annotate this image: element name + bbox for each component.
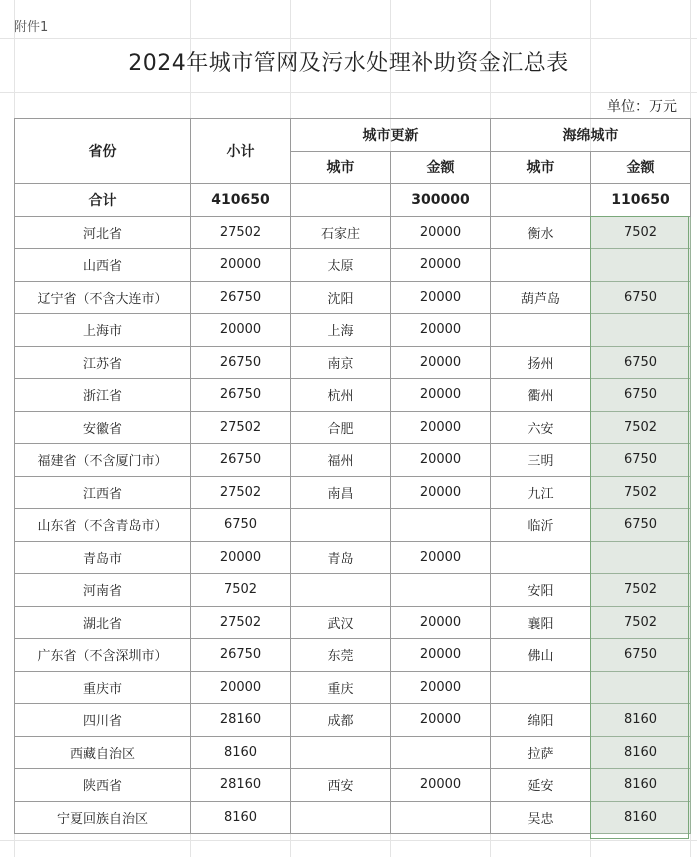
cell-renewal-amount[interactable] [391, 736, 491, 769]
cell-renewal-city[interactable] [291, 509, 391, 542]
cell-sponge-amount[interactable]: 7502 [591, 476, 691, 509]
cell-sponge-amount[interactable] [591, 249, 691, 282]
cell-sponge-city[interactable]: 拉萨 [491, 736, 591, 769]
cell-renewal-amount[interactable]: 20000 [391, 216, 491, 249]
cell-sponge-amount[interactable]: 8160 [591, 736, 691, 769]
table-row [15, 314, 691, 347]
table-row [15, 411, 691, 444]
total-subtotal[interactable]: 410650 [191, 184, 291, 217]
cell-province[interactable]: 河南省 [15, 574, 191, 607]
header-subtotal[interactable]: 小计 [191, 119, 291, 184]
header-row-1 [15, 119, 691, 152]
cell-province[interactable]: 重庆市 [15, 671, 191, 704]
cell-sponge-city[interactable]: 九江 [491, 476, 591, 509]
cell-sponge-city[interactable] [491, 671, 591, 704]
total-row [15, 184, 691, 217]
cell-sponge-city[interactable]: 三明 [491, 444, 591, 477]
page-title: 2024年城市管网及污水处理补助资金汇总表 [128, 51, 569, 76]
total-label[interactable]: 合计 [15, 184, 191, 217]
cell-subtotal[interactable]: 20000 [191, 314, 291, 347]
cell-province[interactable]: 四川省 [15, 704, 191, 737]
total-sponge-amount[interactable]: 110650 [591, 184, 691, 217]
cell-subtotal[interactable]: 26750 [191, 379, 291, 412]
cell-renewal-city[interactable]: 太原 [291, 249, 391, 282]
cell-renewal-amount[interactable]: 20000 [391, 671, 491, 704]
header-renewal-city[interactable]: 城市 [291, 151, 391, 184]
cell-province[interactable]: 山西省 [15, 249, 191, 282]
cell-renewal-amount[interactable]: 20000 [391, 379, 491, 412]
table-row [15, 736, 691, 769]
table-row [15, 216, 691, 249]
cell-subtotal[interactable]: 20000 [191, 541, 291, 574]
cell-sponge-amount[interactable]: 8160 [591, 801, 691, 834]
cell-renewal-amount[interactable]: 20000 [391, 249, 491, 282]
cell-sponge-city[interactable]: 佛山 [491, 639, 591, 672]
cell-sponge-city[interactable]: 延安 [491, 769, 591, 802]
cell-sponge-amount[interactable]: 6750 [591, 379, 691, 412]
cell-renewal-city[interactable]: 上海 [291, 314, 391, 347]
cell-sponge-city[interactable]: 衡水 [491, 216, 591, 249]
header-sponge-city[interactable]: 海绵城市 [491, 119, 691, 152]
cell-province[interactable]: 陕西省 [15, 769, 191, 802]
total-sponge-city[interactable] [491, 184, 591, 217]
cell-renewal-amount[interactable]: 20000 [391, 314, 491, 347]
cell-renewal-amount[interactable]: 20000 [391, 606, 491, 639]
unit-label: 单位：万元 [607, 99, 677, 115]
cell-subtotal[interactable]: 27502 [191, 216, 291, 249]
cell-sponge-amount[interactable]: 7502 [591, 411, 691, 444]
cell-renewal-city[interactable]: 重庆 [291, 671, 391, 704]
header-province[interactable]: 省份 [15, 119, 191, 184]
cell-province[interactable]: 福建省（不含厦门市） [15, 444, 191, 477]
cell-renewal-city[interactable]: 南京 [291, 346, 391, 379]
cell-renewal-amount[interactable]: 20000 [391, 541, 491, 574]
cell-subtotal[interactable]: 6750 [191, 509, 291, 542]
cell-sponge-amount[interactable]: 6750 [591, 444, 691, 477]
cell-sponge-city[interactable]: 安阳 [491, 574, 591, 607]
cell-sponge-amount[interactable]: 6750 [591, 509, 691, 542]
cell-renewal-city[interactable] [291, 801, 391, 834]
cell-sponge-amount[interactable] [591, 541, 691, 574]
cell-renewal-amount[interactable]: 20000 [391, 639, 491, 672]
cell-renewal-amount[interactable]: 20000 [391, 769, 491, 802]
header-city-renewal[interactable]: 城市更新 [291, 119, 491, 152]
cell-subtotal[interactable]: 26750 [191, 444, 291, 477]
table-row [15, 444, 691, 477]
cell-province[interactable]: 安徽省 [15, 411, 191, 444]
cell-sponge-amount[interactable]: 8160 [591, 704, 691, 737]
cell-renewal-city[interactable] [291, 574, 391, 607]
table-row [15, 249, 691, 282]
cell-sponge-amount[interactable]: 8160 [591, 769, 691, 802]
table-row [15, 379, 691, 412]
cell-province[interactable]: 江西省 [15, 476, 191, 509]
cell-renewal-amount[interactable]: 20000 [391, 444, 491, 477]
cell-province[interactable]: 宁夏回族自治区 [15, 801, 191, 834]
cell-sponge-amount[interactable]: 7502 [591, 216, 691, 249]
cell-renewal-amount[interactable] [391, 574, 491, 607]
cell-sponge-city[interactable] [491, 314, 591, 347]
cell-renewal-city[interactable]: 青岛 [291, 541, 391, 574]
cell-renewal-city[interactable]: 福州 [291, 444, 391, 477]
cell-sponge-amount[interactable] [591, 314, 691, 347]
cell-renewal-amount[interactable] [391, 509, 491, 542]
table-row [15, 476, 691, 509]
cell-sponge-city[interactable]: 扬州 [491, 346, 591, 379]
cell-sponge-city[interactable]: 吴忠 [491, 801, 591, 834]
cell-subtotal[interactable]: 7502 [191, 574, 291, 607]
cell-sponge-city[interactable] [491, 249, 591, 282]
table-row [15, 801, 691, 834]
cell-province[interactable]: 山东省（不含青岛市） [15, 509, 191, 542]
subsidy-summary-table [14, 118, 691, 834]
attachment-label: 附件1 [14, 20, 49, 35]
cell-renewal-city[interactable]: 石家庄 [291, 216, 391, 249]
table-row [15, 606, 691, 639]
cell-subtotal[interactable]: 28160 [191, 769, 291, 802]
cell-sponge-city[interactable]: 衢州 [491, 379, 591, 412]
table-row [15, 509, 691, 542]
cell-province[interactable]: 河北省 [15, 216, 191, 249]
cell-renewal-amount[interactable]: 20000 [391, 281, 491, 314]
cell-sponge-city[interactable]: 襄阳 [491, 606, 591, 639]
cell-renewal-city[interactable]: 东莞 [291, 639, 391, 672]
cell-sponge-amount[interactable]: 7502 [591, 574, 691, 607]
cell-subtotal[interactable]: 20000 [191, 249, 291, 282]
cell-province[interactable]: 江苏省 [15, 346, 191, 379]
cell-subtotal[interactable]: 27502 [191, 476, 291, 509]
cell-sponge-city[interactable] [491, 541, 591, 574]
cell-province[interactable]: 广东省（不含深圳市） [15, 639, 191, 672]
total-renewal-city[interactable] [291, 184, 391, 217]
table-row [15, 639, 691, 672]
cell-province[interactable]: 青岛市 [15, 541, 191, 574]
cell-renewal-amount[interactable]: 20000 [391, 704, 491, 737]
header-sponge-amount[interactable]: 金额 [591, 151, 691, 184]
table-row [15, 346, 691, 379]
cell-subtotal[interactable]: 27502 [191, 606, 291, 639]
cell-sponge-city[interactable]: 绵阳 [491, 704, 591, 737]
cell-sponge-amount[interactable]: 6750 [591, 346, 691, 379]
cell-sponge-amount[interactable]: 6750 [591, 281, 691, 314]
cell-subtotal[interactable]: 28160 [191, 704, 291, 737]
cell-renewal-amount[interactable]: 20000 [391, 411, 491, 444]
cell-subtotal[interactable]: 27502 [191, 411, 291, 444]
table-row [15, 281, 691, 314]
cell-renewal-city[interactable]: 武汉 [291, 606, 391, 639]
cell-sponge-city[interactable]: 六安 [491, 411, 591, 444]
cell-renewal-city[interactable]: 沈阳 [291, 281, 391, 314]
cell-renewal-amount[interactable] [391, 801, 491, 834]
cell-renewal-city[interactable]: 成都 [291, 704, 391, 737]
table-row [15, 574, 691, 607]
cell-sponge-amount[interactable]: 6750 [591, 639, 691, 672]
cell-province[interactable]: 上海市 [15, 314, 191, 347]
cell-sponge-amount[interactable]: 7502 [591, 606, 691, 639]
cell-sponge-amount[interactable] [591, 671, 691, 704]
cell-renewal-amount[interactable]: 20000 [391, 476, 491, 509]
cell-subtotal[interactable]: 8160 [191, 736, 291, 769]
table-row [15, 541, 691, 574]
table-row [15, 704, 691, 737]
cell-province[interactable]: 辽宁省（不含大连市） [15, 281, 191, 314]
cell-subtotal[interactable]: 8160 [191, 801, 291, 834]
cell-province[interactable]: 湖北省 [15, 606, 191, 639]
header-sponge-city-col[interactable]: 城市 [491, 151, 591, 184]
total-renewal-amount[interactable]: 300000 [391, 184, 491, 217]
cell-renewal-city[interactable]: 南昌 [291, 476, 391, 509]
cell-subtotal[interactable]: 26750 [191, 281, 291, 314]
table-row [15, 671, 691, 704]
cell-subtotal[interactable]: 26750 [191, 639, 291, 672]
cell-sponge-city[interactable]: 葫芦岛 [491, 281, 591, 314]
cell-renewal-city[interactable] [291, 736, 391, 769]
cell-renewal-city[interactable]: 杭州 [291, 379, 391, 412]
cell-subtotal[interactable]: 26750 [191, 346, 291, 379]
cell-renewal-city[interactable]: 西安 [291, 769, 391, 802]
cell-province[interactable]: 浙江省 [15, 379, 191, 412]
table-row [15, 769, 691, 802]
cell-sponge-city[interactable]: 临沂 [491, 509, 591, 542]
cell-subtotal[interactable]: 20000 [191, 671, 291, 704]
header-renewal-amount[interactable]: 金额 [391, 151, 491, 184]
cell-province[interactable]: 西藏自治区 [15, 736, 191, 769]
cell-renewal-city[interactable]: 合肥 [291, 411, 391, 444]
cell-renewal-amount[interactable]: 20000 [391, 346, 491, 379]
